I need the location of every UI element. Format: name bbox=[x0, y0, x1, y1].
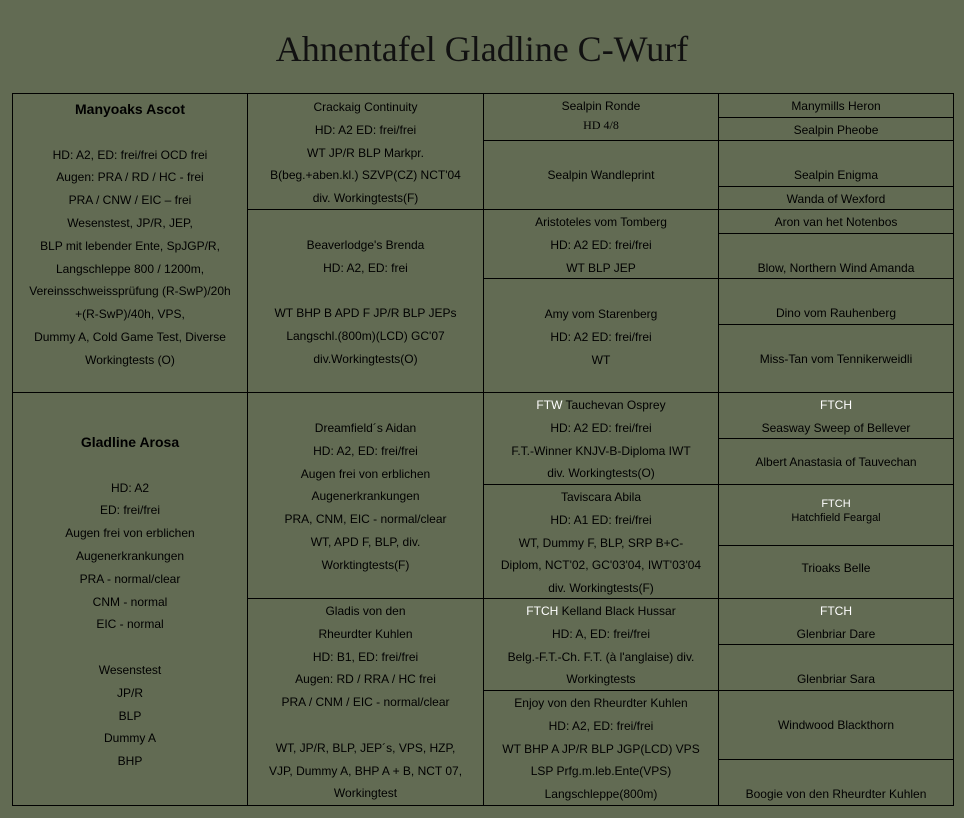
gen4-name: Dino vom Rauhenberg bbox=[775, 306, 897, 320]
gen3-line: div. Workingtests(F) bbox=[548, 581, 654, 596]
gen2-cell-2 bbox=[247, 209, 484, 393]
gen2-line: Augen frei von erblichen bbox=[300, 466, 431, 481]
gen2-line bbox=[250, 714, 481, 737]
gen3-line: Sealpin Wandleprint bbox=[547, 168, 655, 182]
sire-info-line: Wesenstest, JP/R, JEP, bbox=[67, 215, 193, 230]
gen3-line: Amy vom Starenberg bbox=[544, 307, 658, 321]
gen2-line: B(beg.+aben.kl.) SZVP(CZ) NCT'04 bbox=[270, 168, 461, 183]
gen4-cell-8 bbox=[718, 324, 954, 393]
dam-info-line: Wesenstest bbox=[98, 662, 162, 677]
dam-info-line: ED: frei/frei bbox=[99, 503, 160, 518]
gen4-name: Sealpin Pheobe bbox=[793, 123, 879, 137]
dam-info-line: CNM - normal bbox=[92, 594, 168, 609]
dam-info-line: BLP bbox=[118, 708, 142, 723]
sire-info-line: BLP mit lebender Ente, SpJGP/R, bbox=[40, 238, 220, 253]
gen3-line: HD 4/8 bbox=[583, 118, 619, 132]
gen4-cell-16 bbox=[718, 759, 954, 806]
dam-info-line: EIC - normal bbox=[96, 617, 164, 632]
gen4-name: Boogie von den Rheurdter Kuhlen bbox=[745, 787, 927, 801]
gen3-title-prefix: FTCH bbox=[526, 604, 559, 618]
gen4-name: Albert Anastasia of Tauvechan bbox=[755, 455, 917, 469]
gen3-line: Sealpin Ronde bbox=[561, 99, 641, 113]
gen2-line: Workingtest bbox=[333, 786, 398, 801]
gen3-line: HD: A2 ED: frei/frei bbox=[550, 329, 652, 344]
gen3-line: div. Workingtests(O) bbox=[547, 466, 655, 481]
gen2-line: Beaverlodge's Brenda bbox=[306, 238, 425, 252]
dam-info-line: BHP bbox=[117, 754, 143, 769]
dam-cell bbox=[12, 392, 248, 806]
sire-info-line: +(R-SwP)/40h, VPS, bbox=[75, 307, 185, 322]
gen3-title-prefix: FTW bbox=[536, 398, 563, 412]
gen2-cell-3 bbox=[247, 392, 484, 599]
gen4-cell-9 bbox=[718, 392, 954, 439]
gen4-cell-14 bbox=[718, 644, 954, 691]
gen4-cell-12 bbox=[718, 545, 954, 599]
gen3-line: HD: A2, ED: frei/frei bbox=[548, 718, 654, 733]
gen3-line: Taviscara Abila bbox=[560, 490, 642, 504]
gen3-line: HD: A2 ED: frei/frei bbox=[550, 420, 652, 435]
gen3-line: HD: A2 ED: frei/frei bbox=[550, 237, 652, 252]
gen2-line: WT BHP B APD F JP/R BLP JEPs bbox=[274, 306, 457, 321]
gen3-line: Aristoteles vom Tomberg bbox=[535, 215, 667, 229]
gen3-line: Belg.-F.T.-Ch. F.T. (à l'anglaise) div. bbox=[507, 649, 695, 664]
gen3-line: Workingtests bbox=[566, 672, 636, 687]
gen2-line: VJP, Dummy A, BHP A + B, NCT 07, bbox=[268, 763, 463, 778]
gen4-cell-7 bbox=[718, 278, 954, 325]
gen3-line: HD: A, ED: frei/frei bbox=[551, 626, 651, 641]
gen2-line: Dreamfield´s Aidan bbox=[314, 421, 417, 435]
gen3-line: Enjoy von den Rheurdter Kuhlen bbox=[514, 696, 688, 710]
gen3-line: WT BHP A JP/R BLP JGP(LCD) VPS bbox=[502, 741, 700, 756]
gen4-cell-5 bbox=[718, 209, 954, 234]
gen2-line: HD: B1, ED: frei/frei bbox=[312, 649, 419, 664]
sire-info-line: Augen: PRA / RD / HC - frei bbox=[56, 170, 204, 185]
dam-name: Gladline Arosa bbox=[80, 434, 180, 450]
gen2-cell-4 bbox=[247, 598, 484, 806]
dam-info-line: HD: A2 bbox=[110, 480, 149, 495]
gen4-cell-6 bbox=[718, 233, 954, 279]
gen2-line: Rheurdter Kuhlen bbox=[318, 626, 413, 641]
gen3-cell-4 bbox=[483, 278, 719, 393]
gen3-cell-3 bbox=[483, 209, 719, 279]
gen2-line: WT, JP/R, BLP, JEP´s, VPS, HZP, bbox=[275, 740, 456, 755]
sire-info-line: Dummy A, Cold Game Test, Diverse bbox=[34, 329, 226, 344]
gen4-name: Wanda of Wexford bbox=[786, 192, 886, 206]
dam-info-line: Dummy A bbox=[103, 731, 156, 746]
gen4-name: Seasway Sweep of Bellever bbox=[761, 420, 911, 435]
gen4-name: Windwood Blackthorn bbox=[777, 718, 895, 732]
gen4-name: Blow, Northern Wind Amanda bbox=[757, 261, 915, 275]
gen4-name: Manymills Heron bbox=[791, 99, 881, 113]
gen2-line: HD: A2, ED: frei bbox=[323, 260, 408, 275]
gen2-line: Worktingtests(F) bbox=[321, 557, 410, 572]
gen4-title: FTCH bbox=[820, 398, 852, 412]
dam-info-line: PRA - normal/clear bbox=[79, 571, 181, 586]
dam-info-line: JP/R bbox=[116, 685, 143, 700]
gen3-line: Diplom, NCT'02, GC'03'04, IWT'03'04 bbox=[500, 558, 702, 573]
gen4-name: Glenbriar Dare bbox=[796, 626, 876, 641]
gen2-line: div. Workingtests(F) bbox=[312, 191, 419, 206]
gen3-line: F.T.-Winner KNJV-B-Diploma IWT bbox=[511, 443, 691, 458]
gen4-name: Hatchfield Feargal bbox=[791, 512, 881, 524]
gen3-line: WT BLP JEP bbox=[566, 260, 636, 275]
gen2-line: Langschl.(800m)(LCD) GC'07 bbox=[286, 329, 445, 344]
gen3-cell-7 bbox=[483, 598, 719, 691]
gen2-line: Gladis von den bbox=[325, 604, 406, 618]
gen4-name: Glenbriar Sara bbox=[796, 672, 876, 686]
gen4-title: FTCH bbox=[820, 604, 852, 618]
gen3-cell-5 bbox=[483, 392, 719, 485]
gen3-line: WT bbox=[591, 352, 611, 367]
sire-info-line: Vereinsschweissprüfung (R-SwP)/20h bbox=[29, 284, 231, 299]
gen4-cell-3 bbox=[718, 140, 954, 187]
gen2-line: Crackaig Continuity bbox=[313, 100, 418, 114]
gen4-name: Aron van het Notenbos bbox=[774, 215, 898, 229]
gen4-name: Trioaks Belle bbox=[801, 561, 871, 575]
sire-info-line: PRA / CNW / EIC – frei bbox=[68, 193, 192, 208]
gen2-line: PRA, CNM, EIC - normal/clear bbox=[284, 512, 447, 527]
gen2-line: div.Workingtests(O) bbox=[313, 351, 418, 366]
gen3-line: Langschleppe(800m) bbox=[544, 787, 658, 802]
gen4-cell-2 bbox=[718, 117, 954, 141]
gen2-line: Augen: RD / RRA / HC frei bbox=[295, 672, 436, 687]
gen3-line: Tauchevan Osprey bbox=[565, 398, 666, 412]
gen4-cell-13 bbox=[718, 598, 954, 645]
gen4-name: Miss-Tan vom Tennikerweidli bbox=[759, 352, 913, 366]
gen4-title: FTCH bbox=[821, 498, 851, 510]
dam-info-line: Augenerkrankungen bbox=[75, 548, 185, 563]
sire-cell bbox=[12, 93, 248, 393]
gen2-line: Augenerkrankungen bbox=[311, 489, 420, 504]
page-title: Ahnentafel Gladline C-Wurf bbox=[275, 29, 689, 69]
sire-info-line: Workingtests (O) bbox=[85, 352, 175, 367]
gen4-cell-4 bbox=[718, 186, 954, 210]
sire-info-line: HD: A2, ED: frei/frei OCD frei bbox=[52, 147, 208, 162]
gen3-line: Kelland Black Hussar bbox=[561, 604, 676, 618]
gen4-cell-15 bbox=[718, 690, 954, 760]
gen4-cell-1 bbox=[718, 93, 954, 118]
gen3-cell-2 bbox=[483, 140, 719, 210]
sire-info-line: Langschleppe 800 / 1200m, bbox=[55, 261, 205, 276]
gen3-line: LSP Prfg.m.leb.Ente(VPS) bbox=[530, 764, 672, 779]
gen2-line: HD: A2 ED: frei/frei bbox=[314, 122, 417, 137]
gen2-line bbox=[250, 280, 481, 303]
gen3-line: WT, Dummy F, BLP, SRP B+C- bbox=[518, 535, 684, 550]
gen2-cell-1 bbox=[247, 93, 484, 210]
gen2-line: HD: A2, ED: frei/frei bbox=[313, 443, 418, 458]
sire-name: Manyoaks Ascot bbox=[75, 101, 185, 117]
gen3-line: HD: A1 ED: frei/frei bbox=[550, 512, 652, 527]
gen4-cell-11 bbox=[718, 484, 954, 546]
gen2-line: WT, APD F, BLP, div. bbox=[310, 534, 421, 549]
gen3-cell-1 bbox=[483, 93, 719, 141]
gen3-cell-8 bbox=[483, 690, 719, 806]
gen2-line: PRA / CNM / EIC - normal/clear bbox=[281, 695, 450, 710]
gen2-line: WT JP/R BLP Markpr. bbox=[307, 145, 424, 160]
dam-info-line bbox=[15, 636, 245, 659]
dam-info-line: Augen frei von erblichen bbox=[65, 526, 195, 541]
gen3-cell-6 bbox=[483, 484, 719, 599]
gen4-cell-10 bbox=[718, 438, 954, 485]
gen4-name: Sealpin Enigma bbox=[793, 168, 879, 182]
